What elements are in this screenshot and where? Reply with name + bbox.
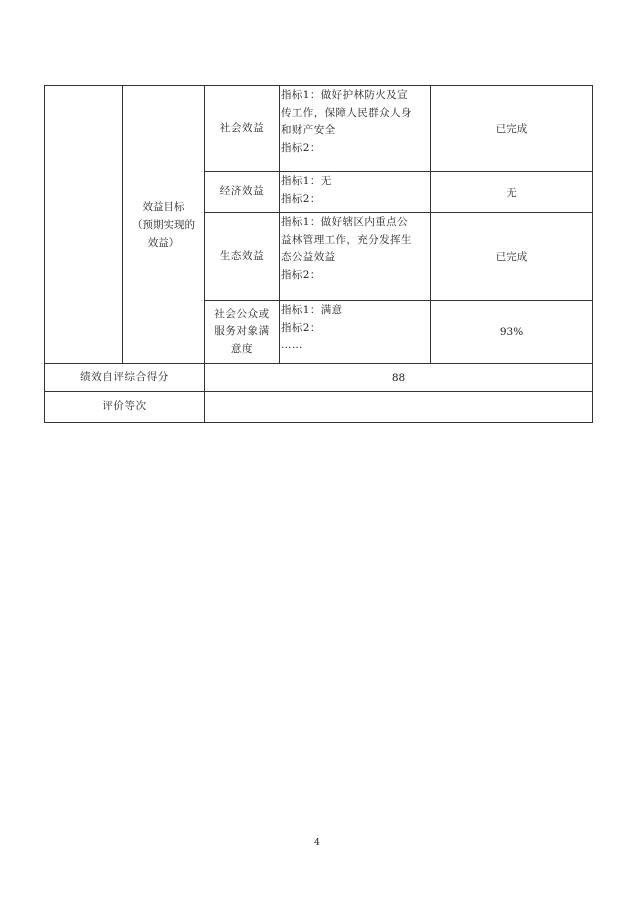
indicator-line: …… [281, 339, 303, 352]
page-number: 4 [314, 838, 320, 848]
indicator-line: 指标2： [281, 268, 321, 281]
category-line: 社会公众或 [214, 307, 270, 320]
indicator-line: 益林管理工作，充分发挥生 [281, 233, 412, 246]
category-economic: 经济效益 [205, 172, 280, 213]
indicator-social [280, 86, 431, 172]
indicator-satisfaction [280, 301, 431, 364]
grade-value [205, 392, 593, 423]
category-social: 社会效益 [205, 86, 280, 172]
indicator-ecological [280, 213, 431, 301]
category-line: 意度 [230, 342, 254, 355]
grade-label: 评价等次 [45, 392, 205, 423]
indicator-economic [280, 172, 431, 213]
status-ecological: 已完成 [431, 213, 593, 301]
indicator-line: 指标1：做好护林防火及宣 [281, 89, 408, 101]
performance-table [44, 85, 593, 423]
status-satisfaction: 93% [431, 301, 593, 364]
category-line: 服务对象满 [214, 325, 270, 338]
score-label: 绩效自评综合得分 [45, 364, 205, 392]
score-value: 88 [205, 364, 593, 392]
indicator-line: 指标1：无 [281, 175, 332, 187]
indicator-line: 传工作，保障人民群众人身 [281, 106, 412, 119]
status-social: 已完成 [431, 86, 593, 172]
category-ecological: 生态效益 [205, 213, 280, 301]
benefit-target-line: 效益） [147, 236, 180, 249]
blank-left-cell [45, 86, 123, 364]
benefit-target-label [123, 86, 205, 364]
category-satisfaction [205, 301, 280, 364]
indicator-line: 态公益效益 [281, 251, 336, 264]
benefit-target-line: （预期实现的 [132, 218, 195, 231]
indicator-line: 指标1：做好辖区内重点公 [281, 216, 408, 228]
benefit-target-line: 效益目标 [142, 200, 185, 213]
indicator-line: 和财产安全 [281, 124, 336, 137]
indicator-line: 指标1：满意 [281, 304, 343, 316]
indicator-line: 指标2： [281, 321, 321, 334]
indicator-line: 指标2： [281, 192, 321, 205]
status-economic: 无 [431, 172, 593, 213]
indicator-line: 指标2： [281, 141, 321, 154]
